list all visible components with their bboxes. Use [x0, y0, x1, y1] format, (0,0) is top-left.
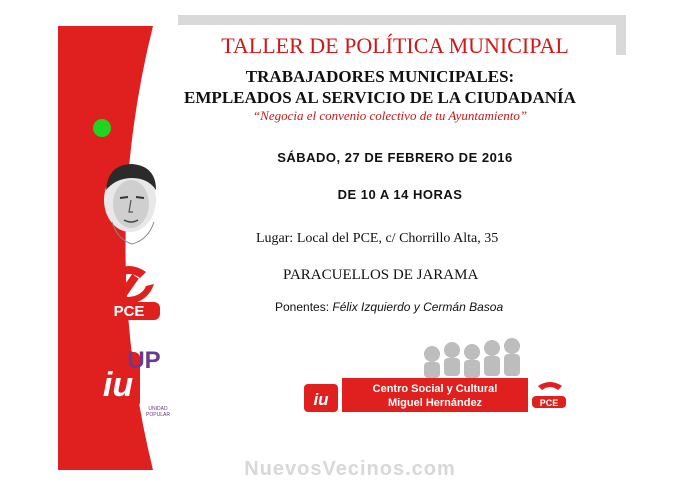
event-place: Lugar: Local del PCE, c/ Chorrillo Alta, 35 [256, 231, 499, 246]
motto: “Negocia el convenio colectivo de tu Ayuntamiento” [252, 108, 528, 123]
pce-logo [94, 262, 164, 322]
page-title: TALLER DE POLÍTICA MUNICIPAL [221, 33, 569, 58]
watermark: NuevosVecinos.com [244, 458, 456, 480]
portrait-sketch-image [98, 160, 166, 246]
up-logo-text: UP [127, 347, 161, 374]
centro-social-banner [300, 338, 570, 422]
csc-line-1: Centro Social y Cultural [372, 383, 498, 395]
event-hours: DE 10 A 14 HORAS [337, 187, 463, 202]
green-dot-icon [93, 119, 111, 137]
top-divider-edge [616, 15, 626, 55]
speakers-names: Félix Izquierdo y Cermán Basoa [332, 300, 504, 314]
iu-up-logo [92, 340, 170, 418]
iu-caption [92, 409, 172, 425]
top-divider [178, 15, 626, 25]
subtitle [160, 66, 600, 108]
event-date: SÁBADO, 27 DE FEBRERO DE 2016 [277, 150, 513, 165]
event-town: PARACUELLOS DE JARAMA [283, 267, 479, 283]
people-figures-icon [424, 338, 520, 378]
subtitle-line-1: TRABAJADORES MUNICIPALES: [245, 67, 515, 86]
iu-logo-text: iu [102, 366, 134, 404]
iu-caption-text: Izquierda unida [92, 416, 140, 423]
csc-pce-text: PCE [539, 398, 559, 408]
speakers-label: Ponentes: [275, 300, 330, 314]
pce-logo-text: PCE [113, 303, 145, 320]
csc-iu-text: iu [313, 390, 329, 409]
unidad-text: UNIDAD [148, 406, 168, 412]
popular-text: POPULAR [146, 412, 170, 418]
event-speakers [275, 300, 575, 314]
csc-line-2: Miguel Hernández [387, 397, 483, 409]
subtitle-line-2: EMPLEADOS AL SERVICIO DE LA CIUDADANÍA [184, 88, 576, 107]
